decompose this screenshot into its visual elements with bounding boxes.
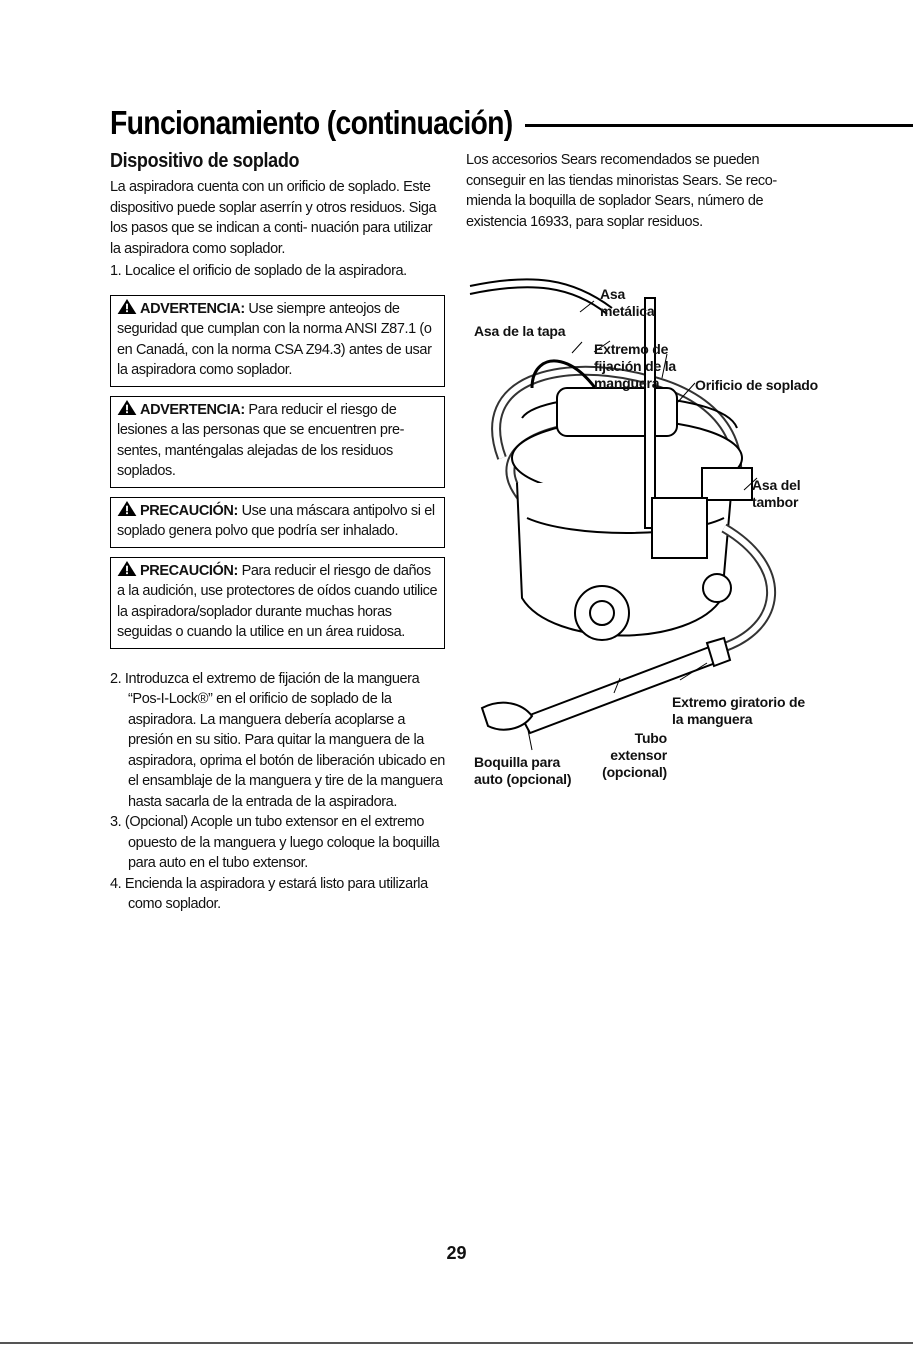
title-row xyxy=(110,104,810,148)
warning-triangle-icon xyxy=(117,561,137,576)
warning-box xyxy=(110,295,445,387)
warning-label: ADVERTENCIA: xyxy=(140,300,245,317)
left-column xyxy=(110,150,446,915)
section-heading: Dispositivo de soplado xyxy=(110,150,300,172)
step-4: 4. Encienda la aspiradora y estará listo para utilizarla como soplador. xyxy=(110,875,428,912)
step-2: 2. Introduzca el extremo de fijación de la manguera “Pos-I-Lock®” en el orificio de soplado de la aspiradora. La manguera debería acoplarse a presión en su sitio. Para quitar la manguera de la aspiradora, oprima el botón de liberación ubicado en el ensamblaje de la manguera y tire de la manguera hasta sacarla de la entrada de la aspiradora. xyxy=(110,670,445,810)
step-3: 3. (Opcional) Acople un tubo extensor en el extremo opuesto de la manguera y luego coloque la boquilla para auto en el tubo extensor. xyxy=(110,814,440,871)
warning-text: Use siempre anteojos de seguridad que cumplan con la norma ANSI Z87.1 (o en Canadá, con la norma CSA Z94.3) antes de usar la aspiradora como soplador. xyxy=(117,300,432,378)
section-intro: La aspiradora cuenta con un orificio de soplado. Este dispositivo puede soplar aserrín y otros residuos. Siga los pasos que se indican a conti- nuación para utilizar la aspiradora como soplador. xyxy=(110,179,437,257)
caution-box xyxy=(110,497,445,548)
caution-box xyxy=(110,557,445,649)
caution-text: Para reducir el riesgo de daños a la audición, use protectores de oídos cuando utilice la aspiradora/soplador durante muchas horas seguidas o cuando la utilice en un área ruidosa. xyxy=(117,562,438,640)
label-asa-tambor: Asa del tambor xyxy=(752,477,801,510)
warning-label: ADVERTENCIA: xyxy=(140,401,245,418)
page-title: Funcionamiento (continuación) xyxy=(110,104,513,141)
page-number: 29 xyxy=(446,1243,467,1263)
caution-label: PRECAUCIÓN: xyxy=(140,502,238,519)
label-extremo-giratorio: Extremo giratorio de la manguera xyxy=(672,694,805,727)
right-column xyxy=(466,150,811,232)
label-asa-tapa: Asa de la tapa xyxy=(474,323,566,339)
title-rule xyxy=(525,124,913,127)
caution-label: PRECAUCIÓN: xyxy=(140,562,238,579)
bottom-rule xyxy=(0,1342,913,1344)
label-orificio-soplado: Orificio de soplado xyxy=(695,377,818,393)
warning-text: Para reducir el riesgo de lesiones a las personas que se encuentren pre- sentes, manténgalas alejadas de los residuos soplados. xyxy=(117,401,405,479)
warning-triangle-icon xyxy=(117,400,137,415)
accessories-note: Los accesorios Sears recomendados se pueden conseguir en las tiendas minoristas Sears. Se reco- mienda la boquilla de soplador Sears, número de existencia 16933, para soplar residuos. xyxy=(466,152,777,230)
warning-triangle-icon xyxy=(117,299,137,314)
label-tubo-extensor: Tubo extensor (opcional) xyxy=(602,730,667,780)
wet-dry-vac-figure xyxy=(462,268,830,800)
warning-box xyxy=(110,396,445,488)
label-extremo-fijacion: Extremo de fijación de la manguera xyxy=(594,341,676,391)
label-boquilla: Boquilla para auto (opcional) xyxy=(474,754,572,787)
warning-triangle-icon xyxy=(117,501,137,516)
step-1: 1. Localice el orificio de soplado de la aspiradora. xyxy=(110,263,407,279)
caution-text: Use una máscara antipolvo si el soplado genera polvo que podría ser inhalado. xyxy=(117,502,435,539)
label-asa-metalica: Asa metálica xyxy=(600,286,655,319)
